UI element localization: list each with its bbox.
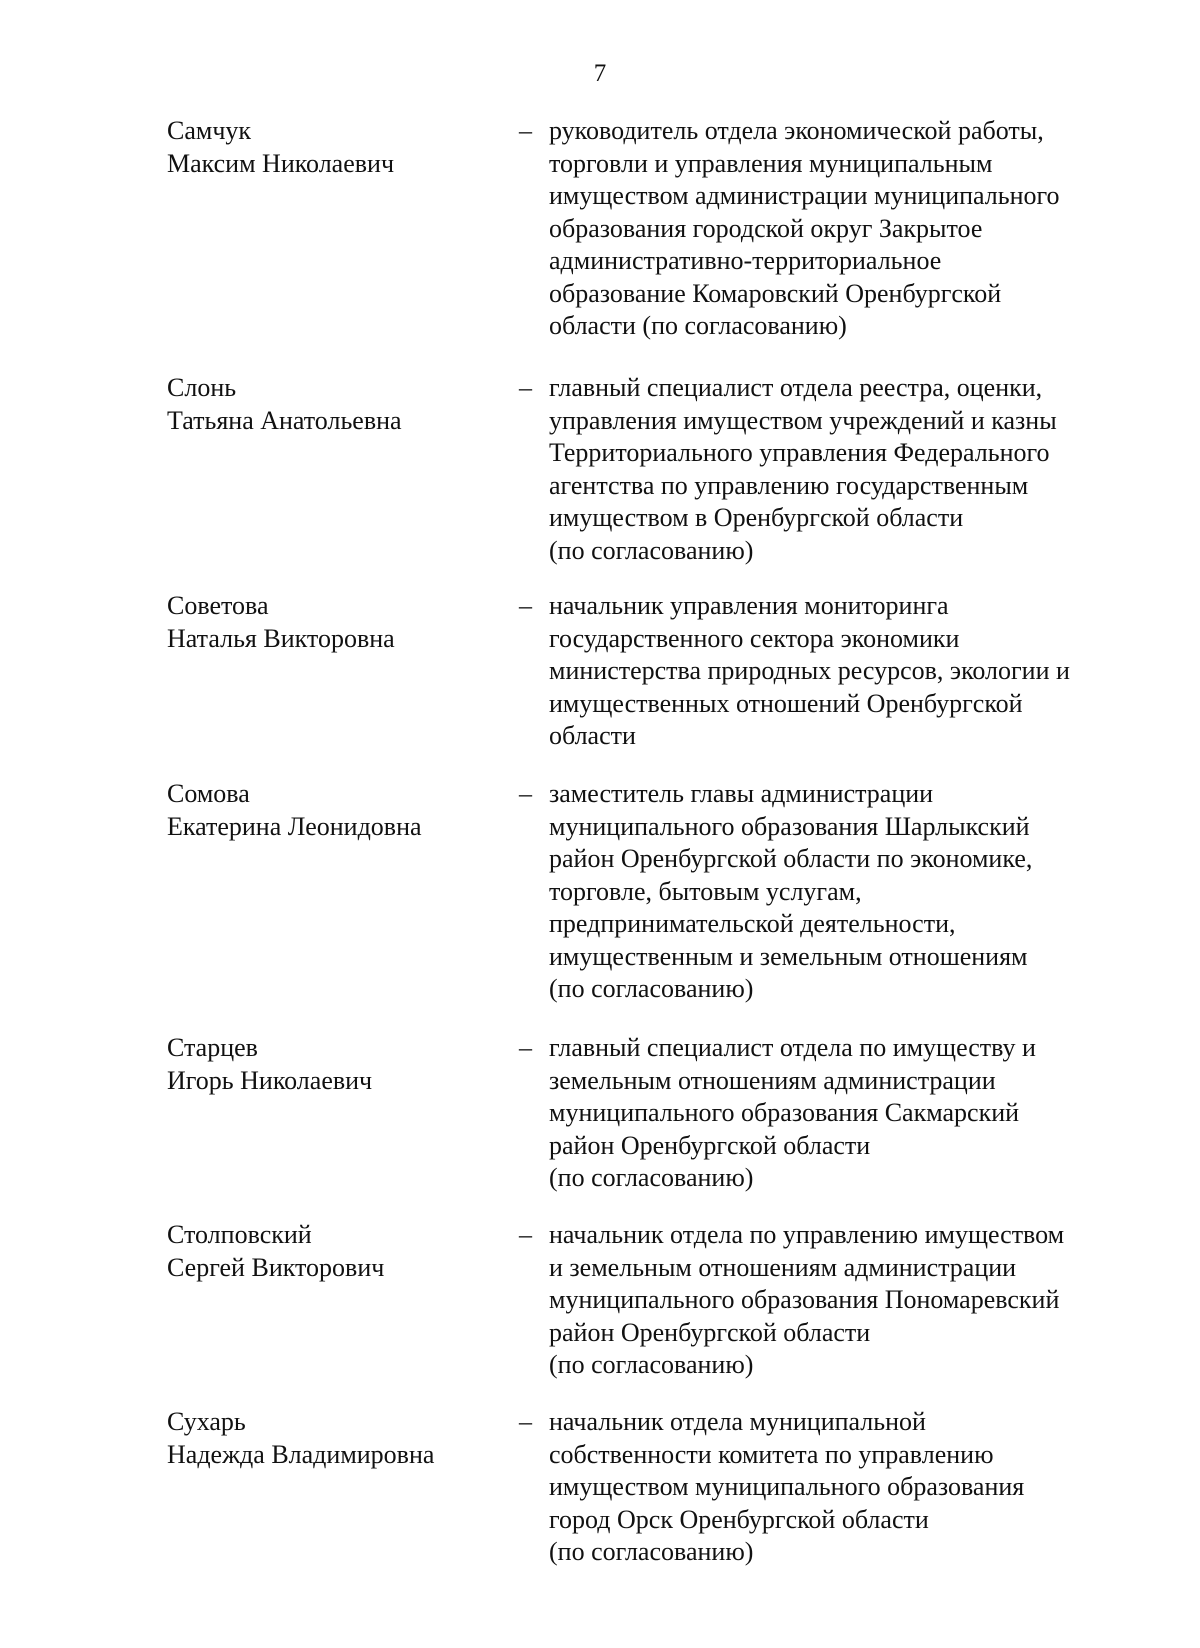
member-given-name: Сергей Викторович <box>167 1252 385 1282</box>
member-name <box>167 778 497 843</box>
member-name <box>167 372 497 437</box>
dash-separator: – <box>519 591 532 620</box>
role-line: предпринимательской деятельности, <box>549 909 956 938</box>
role-line: агентства по управлению государственным <box>549 470 1029 500</box>
role-line: город Орск Оренбургской области <box>549 1504 929 1534</box>
member-surname: Столповский <box>167 1220 312 1249</box>
role-line: руководитель отдела экономической работы, <box>549 116 1044 145</box>
dash-separator: – <box>519 1033 532 1062</box>
page-number: 7 <box>593 60 607 87</box>
role-line: (по согласованию) <box>549 974 754 1003</box>
role-line: главный специалист отдела реестра, оценки, <box>549 373 1043 402</box>
role-line: управления имуществом учреждений и казны <box>549 405 1057 435</box>
dash-separator: – <box>519 373 532 402</box>
member-role <box>549 372 1129 567</box>
member-given-name: Надежда Владимировна <box>167 1439 435 1469</box>
role-line: земельным отношениям администрации <box>549 1065 996 1095</box>
member-given-name: Максим Николаевич <box>167 148 395 178</box>
role-line: Территориального управления Федерального <box>549 438 1050 467</box>
role-line: имущественных отношений Оренбургской <box>549 688 1023 718</box>
role-line: административно-территориальное <box>549 246 942 275</box>
member-surname: Самчук <box>167 116 252 145</box>
role-line: области (по согласованию) <box>549 311 847 340</box>
role-line: области <box>549 721 636 750</box>
member-name <box>167 115 497 180</box>
role-line: главный специалист отдела по имуществу и <box>549 1033 1036 1062</box>
role-line: торговле, бытовым услугам, <box>549 876 862 906</box>
role-line: государственного сектора экономики <box>549 623 960 653</box>
role-line: и земельным отношениям администрации <box>549 1252 1017 1282</box>
role-line: торговли и управления муниципальным <box>549 148 993 178</box>
role-line: район Оренбургской области по экономике, <box>549 844 1033 873</box>
member-surname: Слонь <box>167 373 237 402</box>
member-surname: Советова <box>167 591 269 620</box>
member-role <box>549 590 1129 753</box>
role-line: (по согласованию) <box>549 535 754 565</box>
member-name <box>167 1406 497 1471</box>
role-line: (по согласованию) <box>549 1350 754 1379</box>
member-given-name: Татьяна Анатольевна <box>167 405 402 435</box>
member-given-name: Наталья Викторовна <box>167 623 395 653</box>
member-given-name: Игорь Николаевич <box>167 1065 373 1095</box>
member-given-name: Екатерина Леонидовна <box>167 811 422 841</box>
role-line: министерства природных ресурсов, экологии и <box>549 656 1070 685</box>
role-line: (по согласованию) <box>549 1537 754 1566</box>
role-line: имуществом администрации муниципального <box>549 181 1060 210</box>
role-line: собственности комитета по управлению <box>549 1439 994 1469</box>
role-line: заместитель главы администрации <box>549 779 934 808</box>
member-role <box>549 1406 1129 1569</box>
member-surname: Старцев <box>167 1033 258 1062</box>
dash-separator: – <box>519 1407 532 1436</box>
role-line: образование Комаровский Оренбургской <box>549 278 1002 308</box>
role-line: имуществом в Оренбургской области <box>549 503 964 532</box>
role-line: образования городской округ Закрытое <box>549 213 983 243</box>
role-line: район Оренбургской области <box>549 1130 871 1160</box>
role-line: район Оренбургской области <box>549 1317 871 1347</box>
role-line: имущественным и земельным отношениям <box>549 941 1028 971</box>
dash-separator: – <box>519 116 532 145</box>
role-line: начальник отдела по управлению имуществом <box>549 1220 1065 1249</box>
role-line: муниципального образования Пономаревский <box>549 1285 1060 1314</box>
member-role <box>549 778 1129 1006</box>
member-name <box>167 1219 497 1284</box>
member-role <box>549 1219 1129 1382</box>
member-role <box>549 115 1129 343</box>
member-surname: Сухарь <box>167 1407 246 1436</box>
role-line: муниципального образования Шарлыкский <box>549 811 1030 841</box>
member-name <box>167 590 497 655</box>
role-line: муниципального образования Сакмарский <box>549 1098 1020 1127</box>
role-line: начальник отдела муниципальной <box>549 1407 926 1436</box>
dash-separator: – <box>519 1220 532 1249</box>
role-line: имуществом муниципального образования <box>549 1472 1025 1501</box>
member-name <box>167 1032 497 1097</box>
role-line: (по согласованию) <box>549 1163 754 1192</box>
member-role <box>549 1032 1129 1195</box>
member-surname: Сомова <box>167 779 250 808</box>
role-line: начальник управления мониторинга <box>549 591 949 620</box>
dash-separator: – <box>519 779 532 808</box>
